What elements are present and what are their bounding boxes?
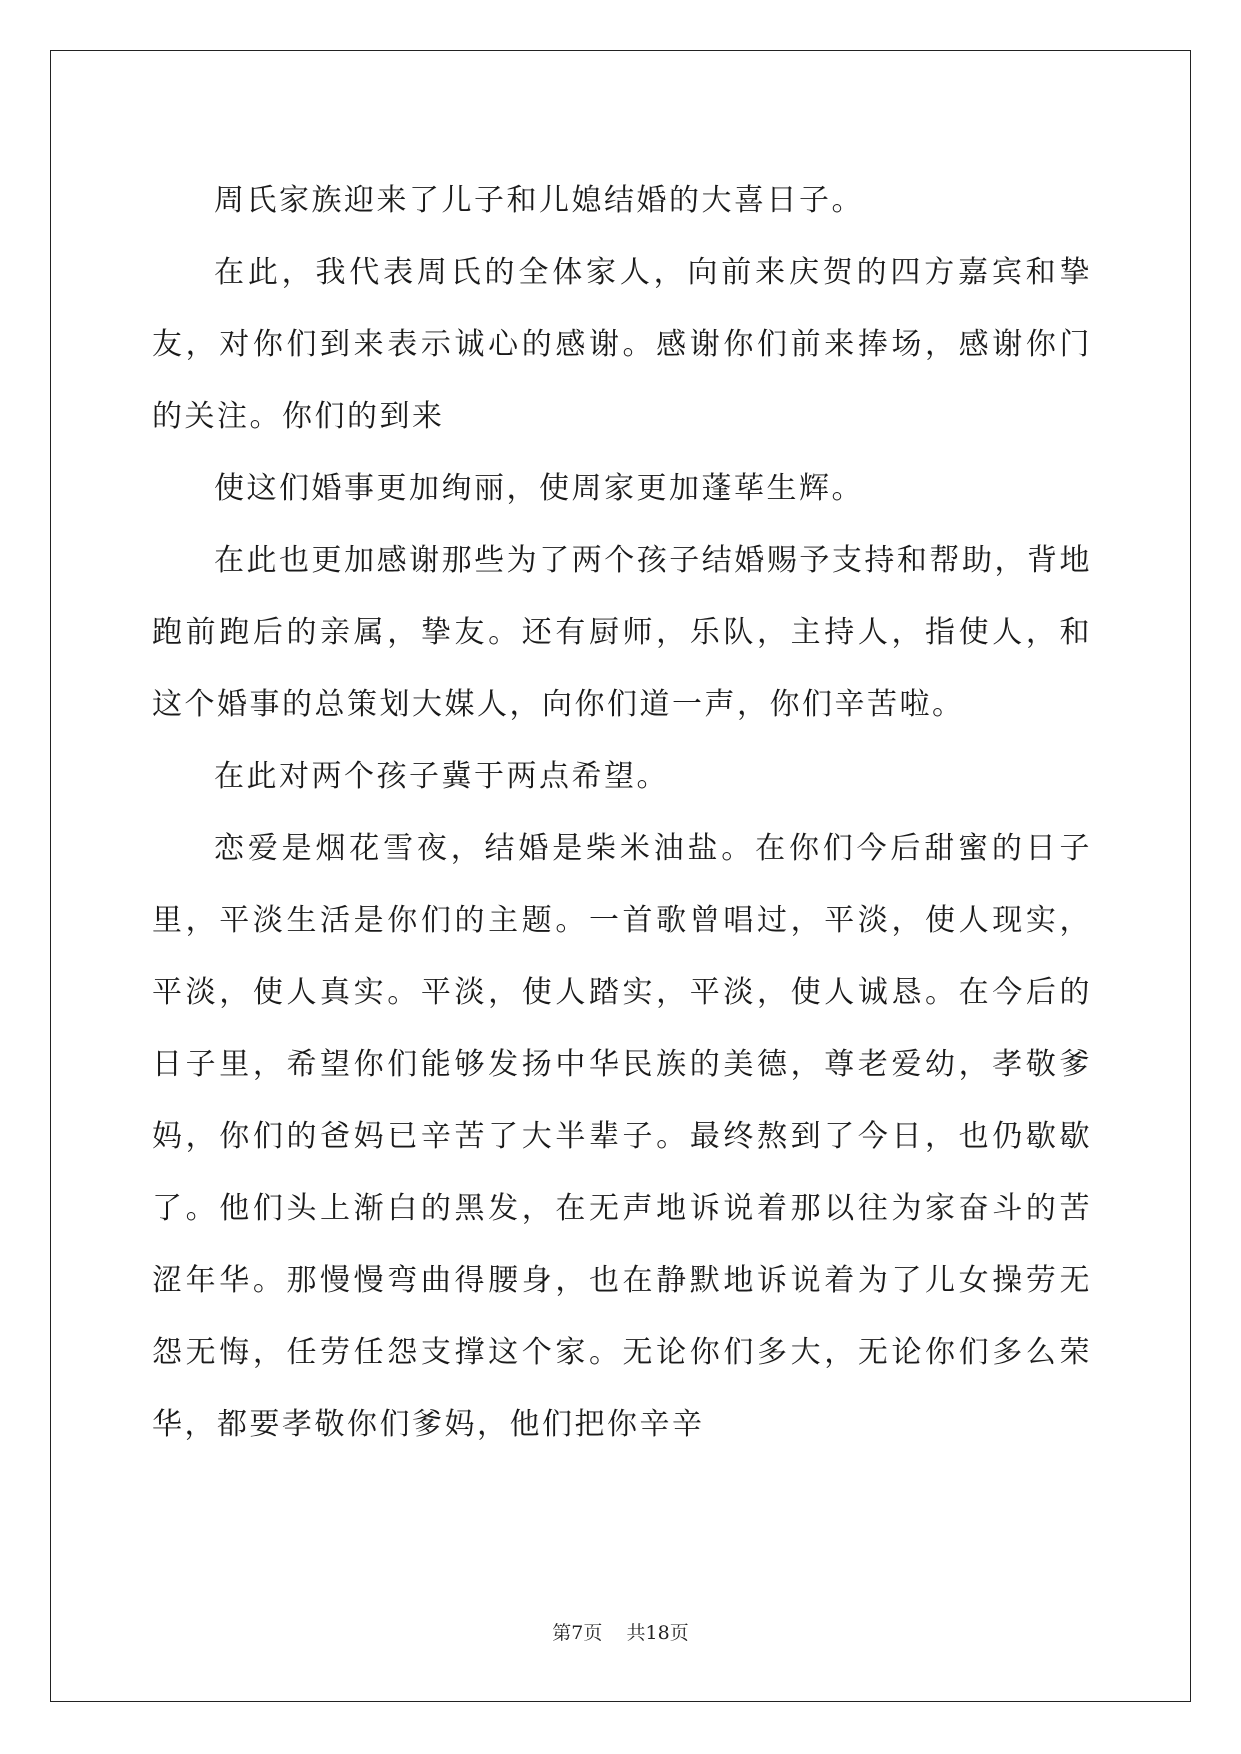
paragraph-6: 恋爱是烟花雪夜，结婚是柴米油盐。在你们今后甜蜜的日子里，平淡生活是你们的主题。一首歌曾唱过，平淡，使人现实，平淡，使人真实。平淡，使人踏实，平淡，使人诚恳。在今后的日子里，希望你们能够发扬中华民族的美德，尊老爱幼，孝敬爹妈，你们的爸妈已辛苦了大半辈子。最终熬到了今日，也仍歇歇了。他们头上渐白的黑发，在无声地诉说着那以往为家奋斗的苦涩年华。那慢慢弯曲得腰身，也在静默地诉说着为了儿女操劳无怨无悔，任劳任怨支撑这个家。无论你们多大，无论你们多么荣华，都要孝敬你们爹妈，他们把你辛辛: [152, 831, 1092, 1442]
paragraph-1: 周氏家族迎来了儿子和儿媳结婚的大喜日子。: [214, 183, 864, 218]
document-body: [152, 165, 1092, 1461]
page-total: 共18页: [626, 1622, 689, 1644]
paragraph-3: 使这们婚事更加绚丽，使周家更加蓬荜生辉。: [214, 471, 864, 506]
paragraph-4: 在此也更加感谢那些为了两个孩子结婚赐予支持和帮助，背地跑前跑后的亲属，挚友。还有厨师，乐队，主持人，指使人，和这个婚事的总策划大媒人，向你们道一声，你们辛苦啦。: [152, 543, 1092, 722]
page-footer: [0, 1618, 1241, 1645]
page-number: 第7页: [552, 1622, 603, 1644]
paragraph-2: 在此，我代表周氏的全体家人，向前来庆贺的四方嘉宾和挚友，对你们到来表示诚心的感谢。感谢你们前来捧场，感谢你门的关注。你们的到来: [152, 255, 1092, 434]
paragraph-5: 在此对两个孩子冀于两点希望。: [214, 759, 669, 794]
